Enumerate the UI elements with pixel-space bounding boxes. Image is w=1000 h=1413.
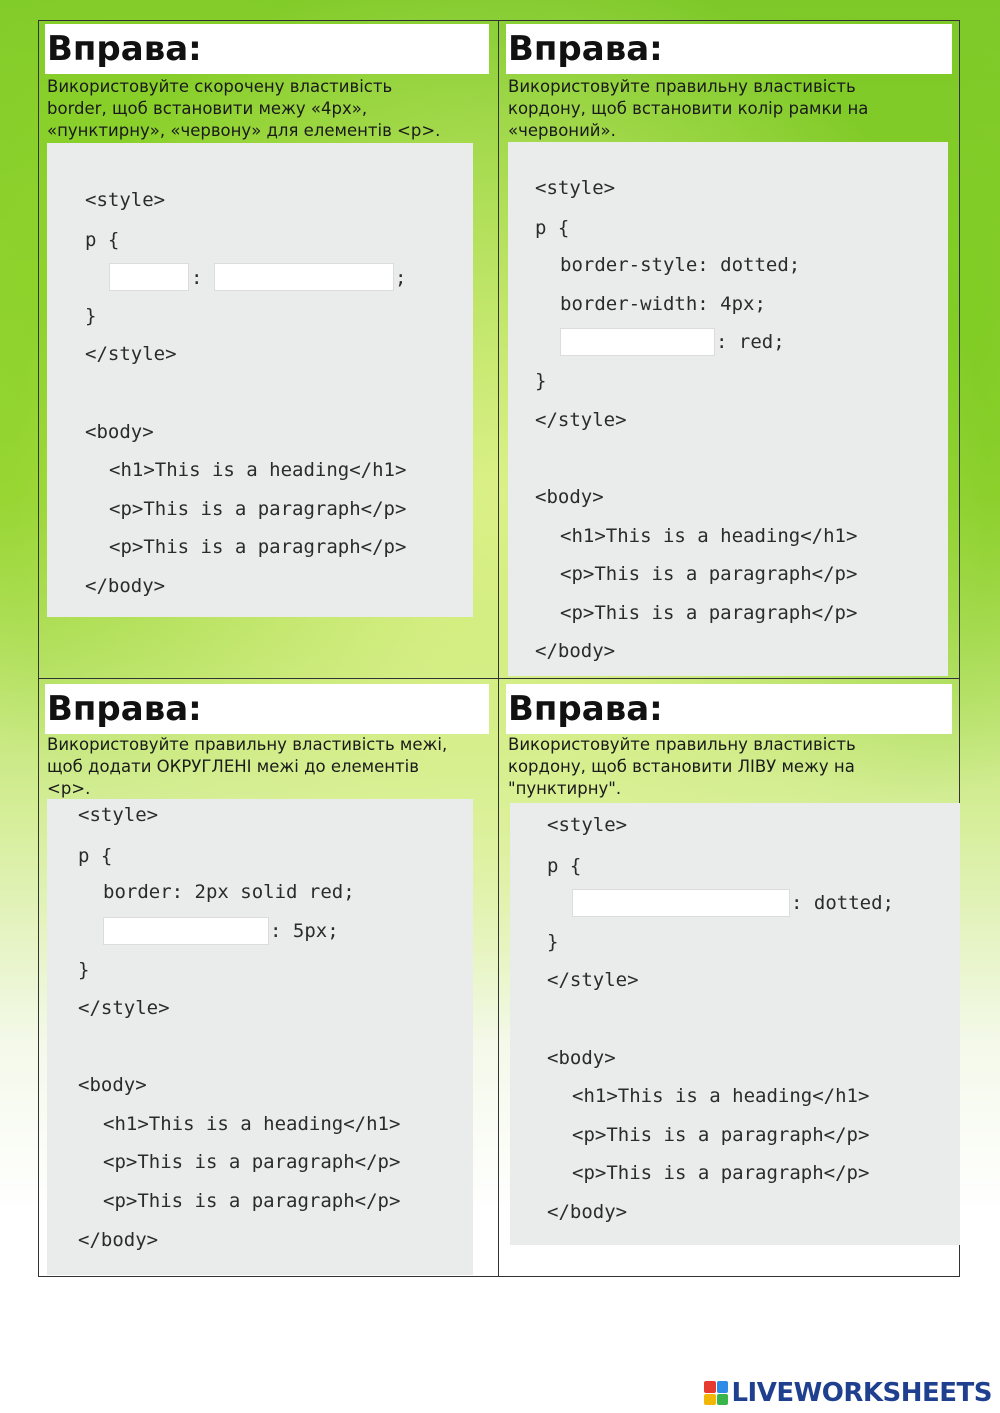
- code-line: p {: [535, 217, 570, 239]
- exercise-4-title: Вправа:: [506, 684, 952, 734]
- code-line: </style>: [535, 409, 627, 431]
- code-line: </body>: [78, 1229, 159, 1251]
- liveworksheets-logo-icon: [704, 1381, 728, 1405]
- code-line: </body>: [85, 575, 166, 597]
- code-line: </style>: [85, 343, 177, 365]
- code-line: border-width: 4px;: [560, 293, 766, 315]
- code-line: <p>This is a paragraph</p>: [560, 563, 858, 585]
- brand-name: LIVEWORKSHEETS: [731, 1378, 992, 1408]
- exercise-1-instruction: [47, 76, 440, 142]
- instruction-line: «червоний».: [508, 121, 616, 140]
- exercise-2-code-block: [508, 142, 948, 676]
- instruction-line: кордону, щоб встановити ЛІВУ межу на: [508, 757, 855, 776]
- code-line: : dotted;: [791, 892, 894, 914]
- exercise-4-code-block: [510, 803, 960, 1245]
- code-line: </body>: [535, 640, 616, 662]
- exercise-1-title: Вправа:: [45, 24, 489, 74]
- answer-input-property[interactable]: [109, 263, 189, 291]
- instruction-line: «пунктирну», «червону» для елементів <p>.: [47, 121, 441, 140]
- code-line: <p>This is a paragraph</p>: [103, 1190, 401, 1212]
- logo-square: [717, 1381, 729, 1393]
- instruction-line: border, щоб встановити межу «4px»,: [47, 99, 368, 118]
- row-divider: [38, 678, 960, 679]
- code-line: <p>This is a paragraph</p>: [109, 536, 407, 558]
- code-line: <style>: [85, 189, 166, 211]
- code-line: : red;: [716, 331, 785, 353]
- code-line: <p>This is a paragraph</p>: [572, 1124, 870, 1146]
- code-line: <body>: [535, 486, 604, 508]
- code-line: <body>: [547, 1047, 616, 1069]
- code-line: p {: [85, 229, 120, 251]
- instruction-line: "пунктирну".: [508, 779, 622, 798]
- code-line: :: [191, 267, 203, 289]
- code-line: <h1>This is a heading</h1>: [572, 1085, 870, 1107]
- exercise-3-title: Вправа:: [45, 684, 489, 734]
- code-line: ;: [395, 267, 407, 289]
- code-line: </style>: [78, 997, 170, 1019]
- code-line: }: [78, 959, 90, 981]
- code-line: <p>This is a paragraph</p>: [560, 602, 858, 624]
- code-line: <p>This is a paragraph</p>: [572, 1162, 870, 1184]
- code-line: }: [547, 931, 559, 953]
- code-line: <body>: [78, 1074, 147, 1096]
- code-line: <style>: [78, 804, 159, 826]
- code-line: }: [535, 370, 547, 392]
- code-line: <h1>This is a heading</h1>: [109, 459, 407, 481]
- code-line: </body>: [547, 1201, 628, 1223]
- logo-square: [717, 1394, 729, 1406]
- logo-square: [704, 1394, 716, 1406]
- answer-input-property[interactable]: [103, 917, 269, 945]
- instruction-line: кордону, щоб встановити колір рамки на: [508, 99, 869, 118]
- exercise-2-instruction: [508, 76, 868, 142]
- answer-input-value[interactable]: [214, 263, 394, 291]
- answer-input-property[interactable]: [572, 889, 790, 917]
- exercise-3-code-block: [47, 799, 473, 1275]
- code-line: border: 2px solid red;: [103, 881, 355, 903]
- instruction-line: Використовуйте правильну властивість: [508, 735, 856, 754]
- instruction-line: Використовуйте скорочену властивість: [47, 77, 393, 96]
- code-line: <style>: [547, 814, 628, 836]
- code-line: <body>: [85, 421, 154, 443]
- code-line: <p>This is a paragraph</p>: [103, 1151, 401, 1173]
- instruction-line: щоб додати ОКРУГЛЕНІ межі до елементів: [47, 757, 419, 776]
- instruction-line: <p>.: [47, 779, 91, 798]
- code-line: <h1>This is a heading</h1>: [103, 1113, 401, 1135]
- exercise-2-title: Вправа:: [506, 24, 952, 74]
- exercise-3-instruction: [47, 734, 447, 800]
- answer-input-property[interactable]: [560, 328, 715, 356]
- code-line: border-style: dotted;: [560, 254, 801, 276]
- code-line: </style>: [547, 969, 639, 991]
- code-line: p {: [78, 845, 113, 867]
- code-line: <style>: [535, 177, 616, 199]
- exercise-1-code-block: [47, 143, 473, 617]
- logo-square: [704, 1381, 716, 1393]
- code-line: <p>This is a paragraph</p>: [109, 498, 407, 520]
- instruction-line: Використовуйте правильну властивість: [508, 77, 856, 96]
- code-line: <h1>This is a heading</h1>: [560, 525, 858, 547]
- code-line: }: [85, 305, 97, 327]
- instruction-line: Використовуйте правильну властивість межі,: [47, 735, 448, 754]
- column-divider: [498, 20, 499, 1277]
- exercise-4-instruction: [508, 734, 856, 800]
- code-line: p {: [547, 855, 582, 877]
- liveworksheets-logo: [704, 1379, 992, 1407]
- code-line: : 5px;: [270, 920, 339, 942]
